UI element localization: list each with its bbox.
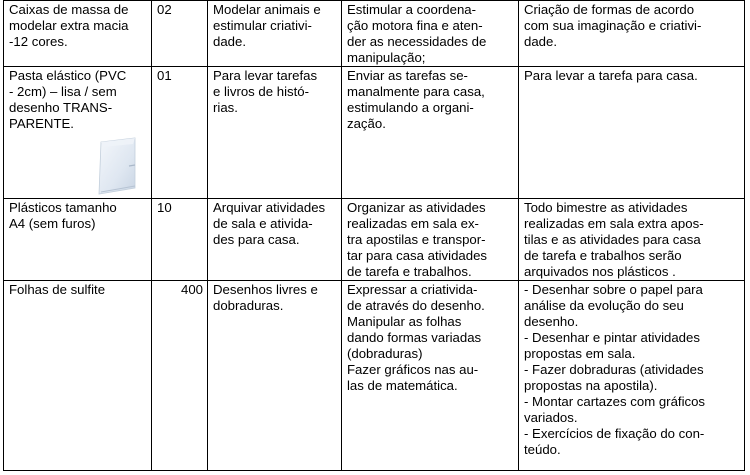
activity-cell: Para levar a tarefa para casa. — [519, 67, 745, 199]
quantity-cell: 01 — [152, 67, 208, 199]
quantity-cell: 400 — [152, 281, 208, 471]
table-row — [4, 199, 745, 281]
objective-cell: Expressar a criativida- de através do desenho. Manipular as folhas dando formas variadas (dobraduras) Fazer gráficos nas au- las de matemática. — [342, 281, 519, 471]
objective-cell: Enviar as tarefas se- manalmente para casa, estimulando a organi- zação. — [342, 67, 519, 199]
transparent-folder-icon — [95, 136, 139, 196]
quantity-cell: 10 — [152, 199, 208, 281]
use-cell: Desenhos livres e dobraduras. — [208, 281, 342, 471]
item-cell — [4, 67, 152, 199]
quantity-cell: 02 — [152, 1, 208, 67]
use-cell: Modelar animais e estimular criativi- dade. — [208, 1, 342, 67]
table-row — [4, 67, 745, 199]
item-cell: Plásticos tamanho A4 (sem furos) — [4, 199, 152, 281]
activity-cell: Todo bimestre as atividades realizadas em sala extra apos- tilas e as atividades para casa de tarefa e trabalhos serão arquivados nos plásticos . — [519, 199, 745, 281]
school-supplies-table — [3, 0, 745, 471]
use-cell: Arquivar atividades de sala e ativida- des para casa. — [208, 199, 342, 281]
activity-cell: - Desenhar sobre o papel para análise da evolução do seu desenho. - Desenhar e pintar atividades propostas em sala. - Fazer dobraduras (atividades propostas na apostila). - Montar cartazes com gráficos variados. - Exercícios de fixação do con- teúdo. — [519, 281, 745, 471]
table-row — [4, 281, 745, 471]
activity-cell: Criação de formas de acordo com sua imaginação e criativi- dade. — [519, 1, 745, 67]
item-cell: Folhas de sulfite — [4, 281, 152, 471]
item-cell: Caixas de massa de modelar extra macia -12 cores. — [4, 1, 152, 67]
use-cell: Para levar tarefas e livros de histó- rias. — [208, 67, 342, 199]
objective-cell: Organizar as atividades realizadas em sala ex- tra apostilas e transpor- tar para casa atividades de tarefa e trabalhos. — [342, 199, 519, 281]
table-row — [4, 1, 745, 67]
item-text: Pasta elástico (PVC - 2cm) – lisa / sem desenho TRANS- PARENTE. — [9, 68, 127, 131]
objective-cell: Estimular a coordena- ção motora fina e aten- der as necessidades de manipulação; — [342, 1, 519, 67]
